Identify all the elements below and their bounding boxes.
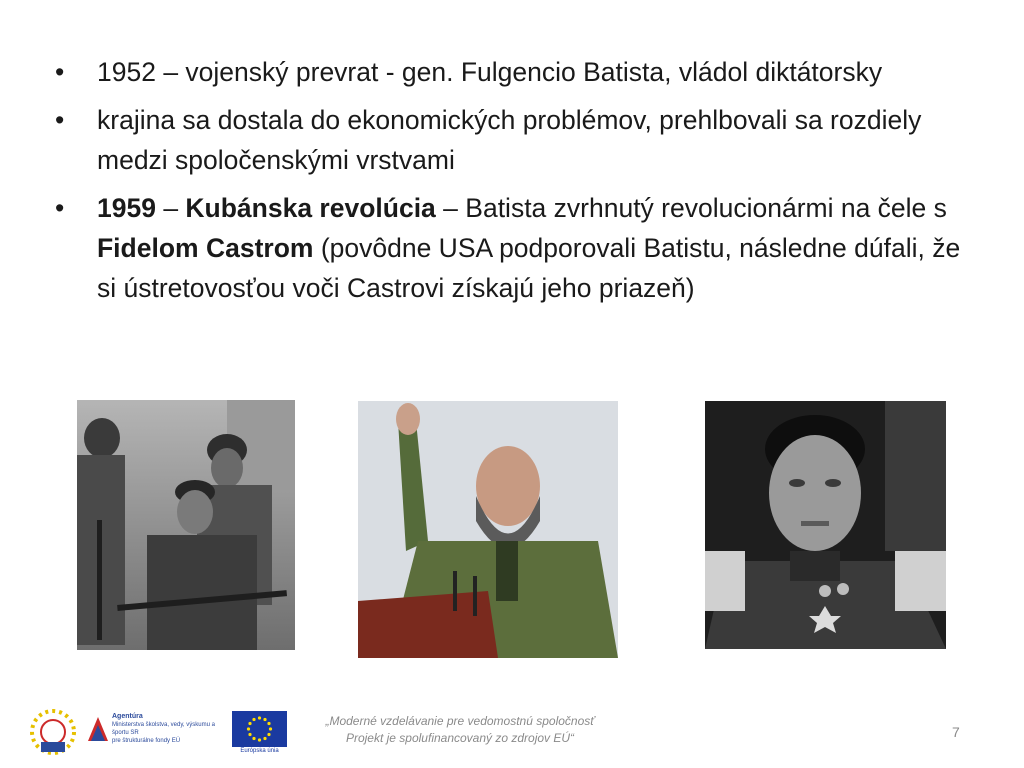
- batista-portrait-photo-graphic: [705, 401, 946, 649]
- eu-flag-icon: [232, 711, 287, 747]
- castro-speech-photo: [358, 401, 618, 658]
- eu-stars-icon: [232, 711, 287, 747]
- star-ring-icon: [28, 706, 78, 760]
- bullet-1959-revolution: [55, 188, 975, 308]
- bullet-1952-coup: [55, 52, 975, 92]
- revolution-name: Kubánska revolúcia: [185, 193, 436, 223]
- bullet-symbol: •: [55, 105, 65, 135]
- bullet-text: krajina sa dostala do ekonomických problémov, prehlbovali sa rozdiely medzi spoločenskými vrstvami: [97, 105, 922, 175]
- agency-line2: pre štrukturálne fondy EÚ: [112, 738, 181, 744]
- operational-program-logo: [28, 706, 78, 760]
- bullet-symbol: •: [55, 57, 65, 87]
- dash-separator: –: [155, 193, 186, 223]
- agency-line1: Ministerstva školstva, vedy, výskumu a športu SR: [112, 722, 215, 736]
- footer-project-note: [300, 713, 620, 747]
- eu-label: Európska únia: [240, 748, 279, 754]
- castro-speech-photo-graphic: [358, 401, 618, 658]
- leader-name: Fidelom Castrom: [97, 233, 314, 263]
- page-number: 7: [952, 724, 960, 740]
- agency-logo: [86, 711, 226, 751]
- book-icon: [86, 711, 110, 747]
- guerrillas-photo: [77, 400, 295, 650]
- bullet-symbol: •: [55, 193, 65, 223]
- eu-logo: [232, 711, 287, 757]
- bullet-list: [55, 52, 975, 316]
- agency-text: [112, 713, 227, 745]
- footer-line1: „Moderné vzdelávanie pre vedomostnú spoločnosť: [325, 714, 595, 728]
- bullet-text-rest: (povôdne USA podporovali Batistu, následne dúfali, že si ústretovosťou voči Castrovi získajú jeho priazeň): [97, 233, 961, 303]
- batista-portrait-photo: [705, 401, 946, 649]
- bullet-text-mid: – Batista zvrhnutý revolucionármi na čele s: [435, 193, 947, 223]
- bullet-economic-problems: [55, 100, 975, 180]
- bullet-text: 1952 – vojenský prevrat - gen. Fulgencio Batista, vládol diktátorsky: [97, 57, 883, 87]
- revolution-year: 1959: [97, 193, 156, 223]
- guerrillas-photo-graphic: [77, 400, 295, 650]
- footer-line2: Projekt je spolufinancovaný zo zdrojov EÚ“: [345, 731, 575, 745]
- agency-title: Agentúra: [112, 713, 143, 720]
